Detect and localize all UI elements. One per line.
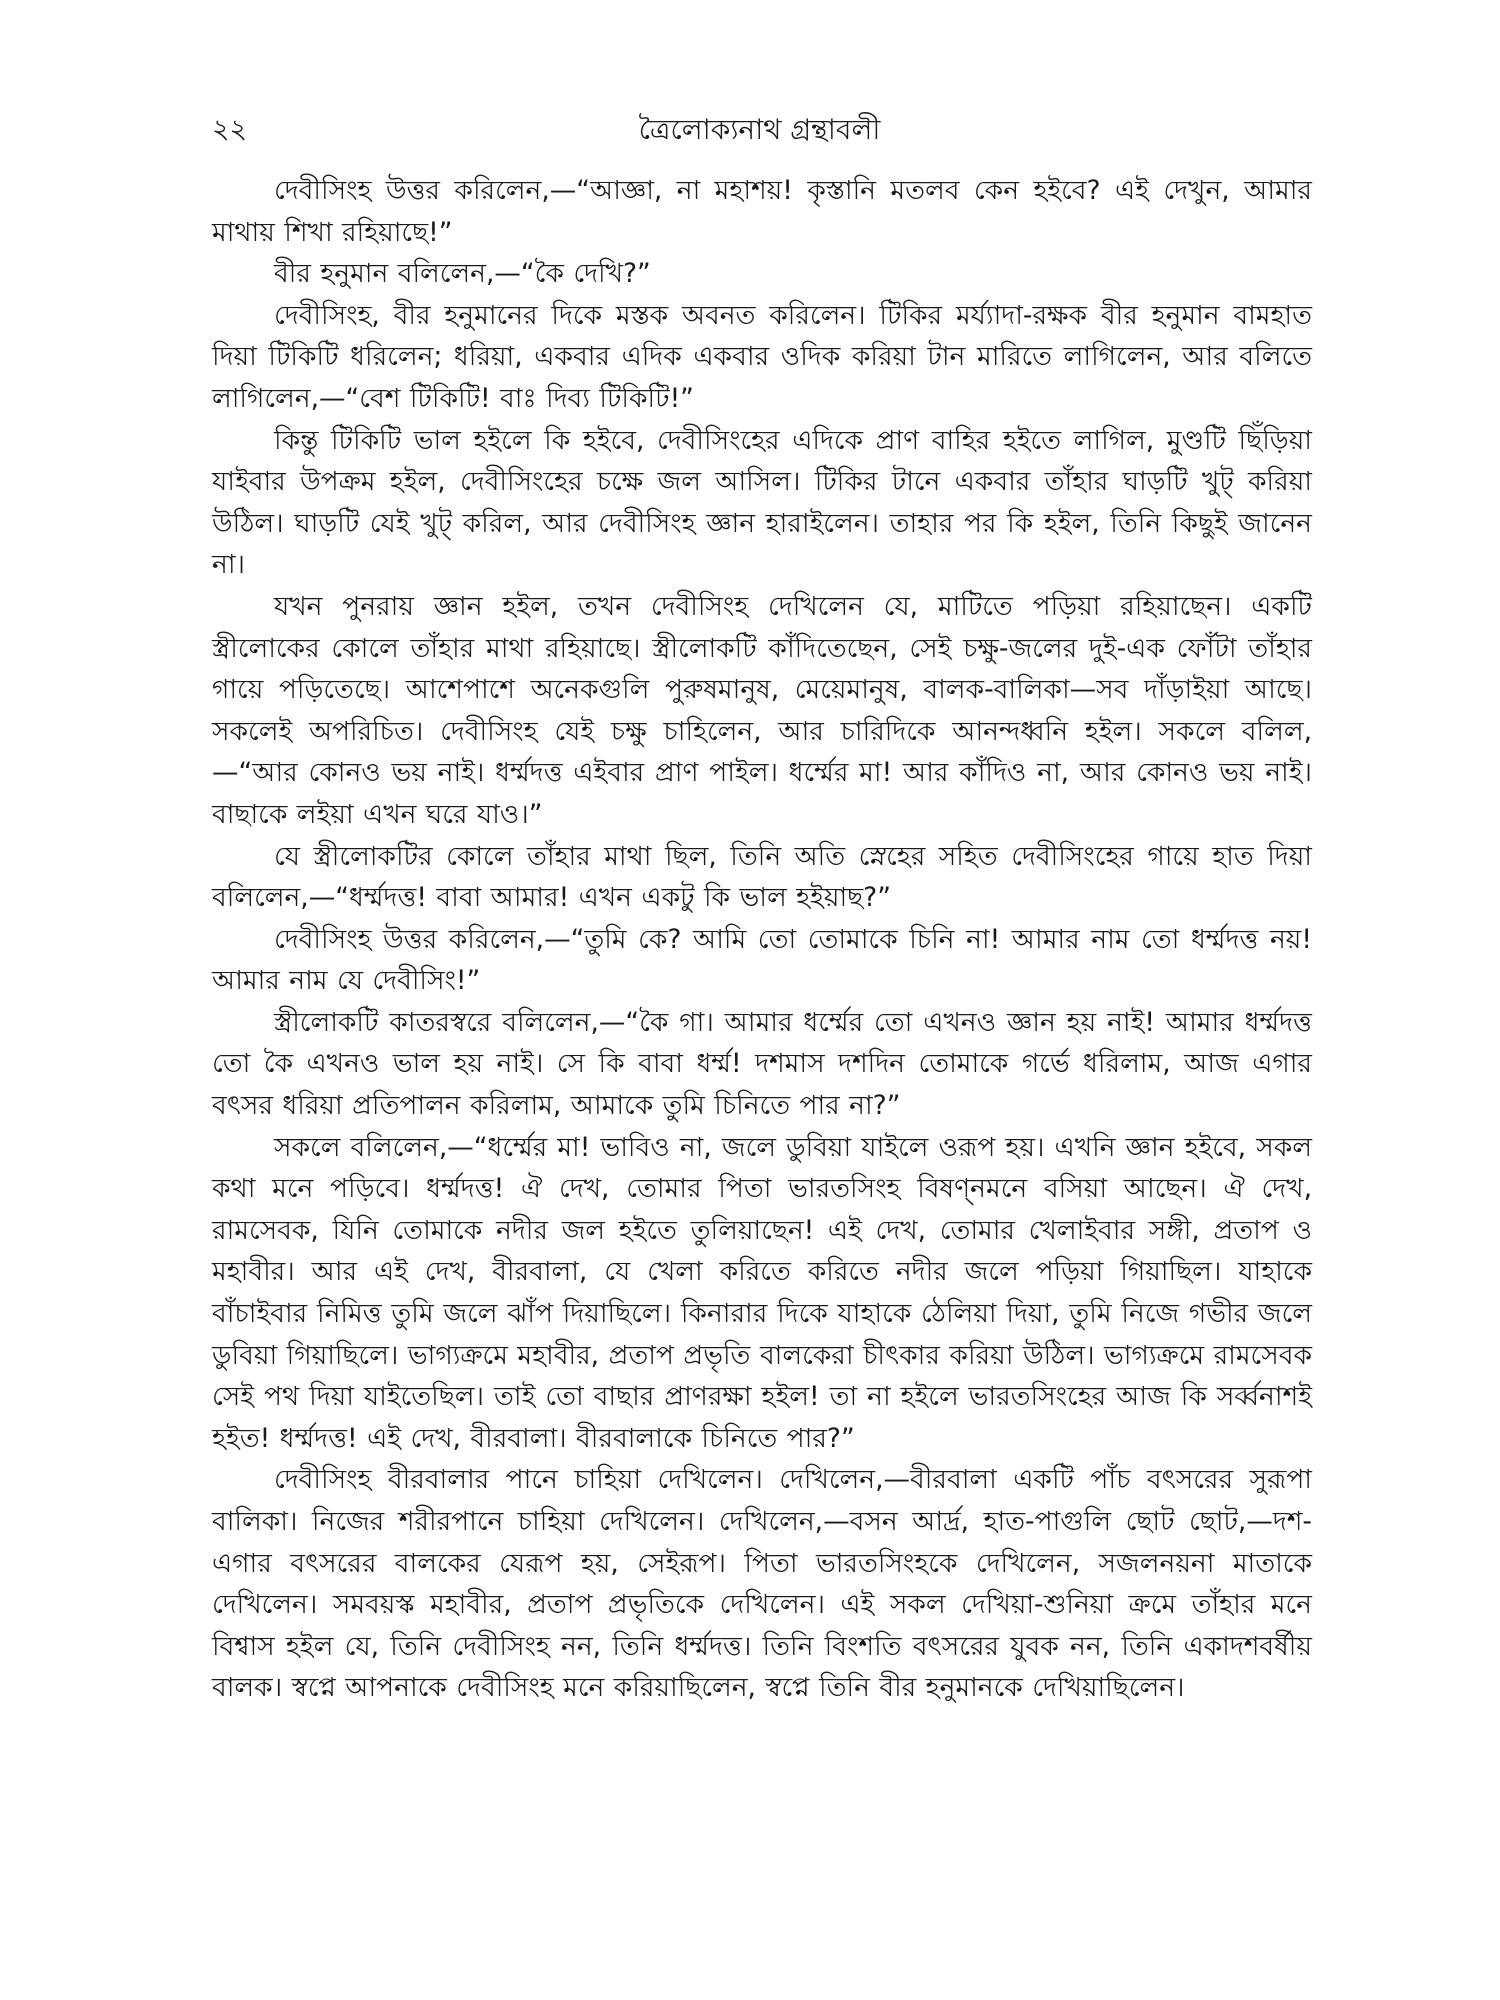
page-header xyxy=(212,110,1307,158)
paragraph: দেবীসিংহ, বীর হনুমানের দিকে মস্তক অবনত করিলেন। টিকির মর্য্যাদা-রক্ষক বীর হনুমান বামহাত দিয়া টিকিটি ধরিলেন; ধরিয়া, একবার এদিক একবার ওদিক করিয়া টান মারিতে লাগিলেন, আর বলিতে লাগিলেন,—“বেশ টিকিটি! বাঃ দিব্য টিকিটি!” xyxy=(212,299,1312,414)
body-text xyxy=(212,170,1312,1709)
page-number: ২২ xyxy=(212,114,248,145)
paragraph: সকলে বলিলেন,—“ধর্ম্মের মা! ভাবিও না, জলে ডুবিয়া যাইলে ওরূপ হয়। এখনি জ্ঞান হইবে, সকল কথা মনে পড়িবে। ধর্ম্মদত্ত! ঐ দেখ, তোমার পিতা ভারতসিংহ বিষণ্নমনে বসিয়া আছেন। ঐ দেখ, রামসেবক, যিনি তোমাকে নদীর জল হইতে তুলিয়াছেন! এই দেখ, তোমার খেলাইবার সঙ্গী, প্রতাপ ও মহাবীর। আর এই দেখ, বীরবালা, যে খেলা করিতে করিতে নদীর জলে পড়িয়া গিয়াছিল। যাহাকে বাঁচাইবার নিমিত্ত তুমি জলে ঝাঁপ দিয়াছিলে। কিনারার দিকে যাহাকে ঠেলিয়া দিয়া, তুমি নিজে গভীর জলে ডুবিয়া গিয়াছিলে। ভাগ্যক্রমে মহাবীর, প্রতাপ প্রভৃতি বালকেরা চীৎকার করিয়া উঠিল। ভাগ্যক্রমে রামসেবক সেই পথ দিয়া যাইতেছিল। তাই তো বাছার প্রাণরক্ষা হইল! তা না হইলে ভারতসিংহের আজ কি সর্ব্বনাশই হইত! ধর্ম্মদত্ত! এই দেখ, বীরবালা। বীরবালাকে চিনিতে পার?” xyxy=(212,1131,1312,1454)
running-title: ত্রৈলোক্যনাথ গ্রন্থাবলী xyxy=(638,113,881,146)
paragraph: স্ত্রীলোকটি কাতরস্বরে বলিলেন,—“কৈ গা। আমার ধর্ম্মের তো এখনও জ্ঞান হয় নাই! আমার ধর্ম্মদত্ত তো কৈ এখনও ভাল হয় নাই। সে কি বাবা ধর্ম্ম! দশমাস দশদিন তোমাকে গর্ভে ধরিলাম, আজ এগার বৎসর ধরিয়া প্রতিপালন করিলাম, আমাকে তুমি চিনিতে পার না?” xyxy=(212,1006,1312,1122)
paragraph: দেবীসিংহ উত্তর করিলেন,—“তুমি কে? আমি তো তোমাকে চিনি না! আমার নাম তো ধর্ম্মদত্ত নয়! আমার নাম যে দেবীসিং!” xyxy=(212,923,1312,997)
paragraph: যে স্ত্রীলোকটির কোলে তাঁহার মাথা ছিল, তিনি অতি স্নেহের সহিত দেবীসিংহের গায়ে হাত দিয়া বলিলেন,—“ধর্ম্মদত্ত! বাবা আমার! এখন একটু কি ভাল হইয়াছ?” xyxy=(212,840,1312,914)
paragraph: দেবীসিংহ উত্তর করিলেন,—“আজ্ঞা, না মহাশয়! কৃস্তানি মতলব কেন হইবে? এই দেখুন, আমার মাথায় শিখা রহিয়াছে!” xyxy=(212,175,1312,248)
paragraph: বীর হনুমান বলিলেন,—“কৈ দেখি?” xyxy=(274,258,651,290)
paragraph: দেবীসিংহ বীরবালার পানে চাহিয়া দেখিলেন। দেখিলেন,—বীরবালা একটি পাঁচ বৎসরের সুরূপা বালিকা। নিজের শরীরপানে চাহিয়া দেখিলেন। দেখিলেন,—বসন আর্দ্র, হাত-পাগুলি ছোট ছোট,—দশ-এগার বৎসরের বালকের যেরূপ হয়, সেইরূপ। পিতা ভারতসিংহকে দেখিলেন, সজলনয়না মাতাকে দেখিলেন। সমবয়স্ক মহাবীর, প্রতাপ প্রভৃতিকে দেখিলেন। এই সকল দেখিয়া-শুনিয়া ক্রমে তাঁহার মনে বিশ্বাস হইল যে, তিনি দেবীসিংহ নন, তিনি ধর্ম্মদত্ত। তিনি বিংশতি বৎসরের যুবক নন, তিনি একাদশবর্ষীয় বালক। স্বপ্নে আপনাকে দেবীসিংহ মনে করিয়াছিলেন, স্বপ্নে তিনি বীর হনুমানকে দেখিয়াছিলেন। xyxy=(212,1464,1312,1704)
paragraph: কিন্তু টিকিটি ভাল হইলে কি হইবে, দেবীসিংহের এদিকে প্রাণ বাহির হইতে লাগিল, মুণ্ডটি ছিঁড়িয়া যাইবার উপক্রম হইল, দেবীসিংহের চক্ষে জল আসিল। টিকির টানে একবার তাঁহার ঘাড়টি খুট্ করিয়া উঠিল। ঘাড়টি যেই খুট্ করিল, আর দেবীসিংহ জ্ঞান হারাইলেন। তাহার পর কি হইল, তিনি কিছুই জানেন না। xyxy=(212,424,1312,581)
paragraph: যখন পুনরায় জ্ঞান হইল, তখন দেবীসিংহ দেখিলেন যে, মাটিতে পড়িয়া রহিয়াছেন। একটি স্ত্রীলোকের কোলে তাঁহার মাথা রহিয়াছে। স্ত্রীলোকটি কাঁদিতেছেন, সেই চক্ষু-জলের দুই-এক ফোঁটা তাঁহার গায়ে পড়িতেছে। আশেপাশে অনেকগুলি পুরুষমানুষ, মেয়েমানুষ, বালক-বালিকা—সব দাঁড়াইয়া আছে। সকলেই অপরিচিত। দেবীসিংহ যেই চক্ষু চাহিলেন, আর চারিদিকে আনন্দধ্বনি হইল। সকলে বলিল,—“আর কোনও ভয় নাই। ধর্ম্মদত্ত এইবার প্রাণ পাইল। ধর্ম্মের মা! আর কাঁদিও না, আর কোনও ভয় নাই। বাছাকে লইয়া এখন ঘরে যাও।” xyxy=(212,590,1312,830)
